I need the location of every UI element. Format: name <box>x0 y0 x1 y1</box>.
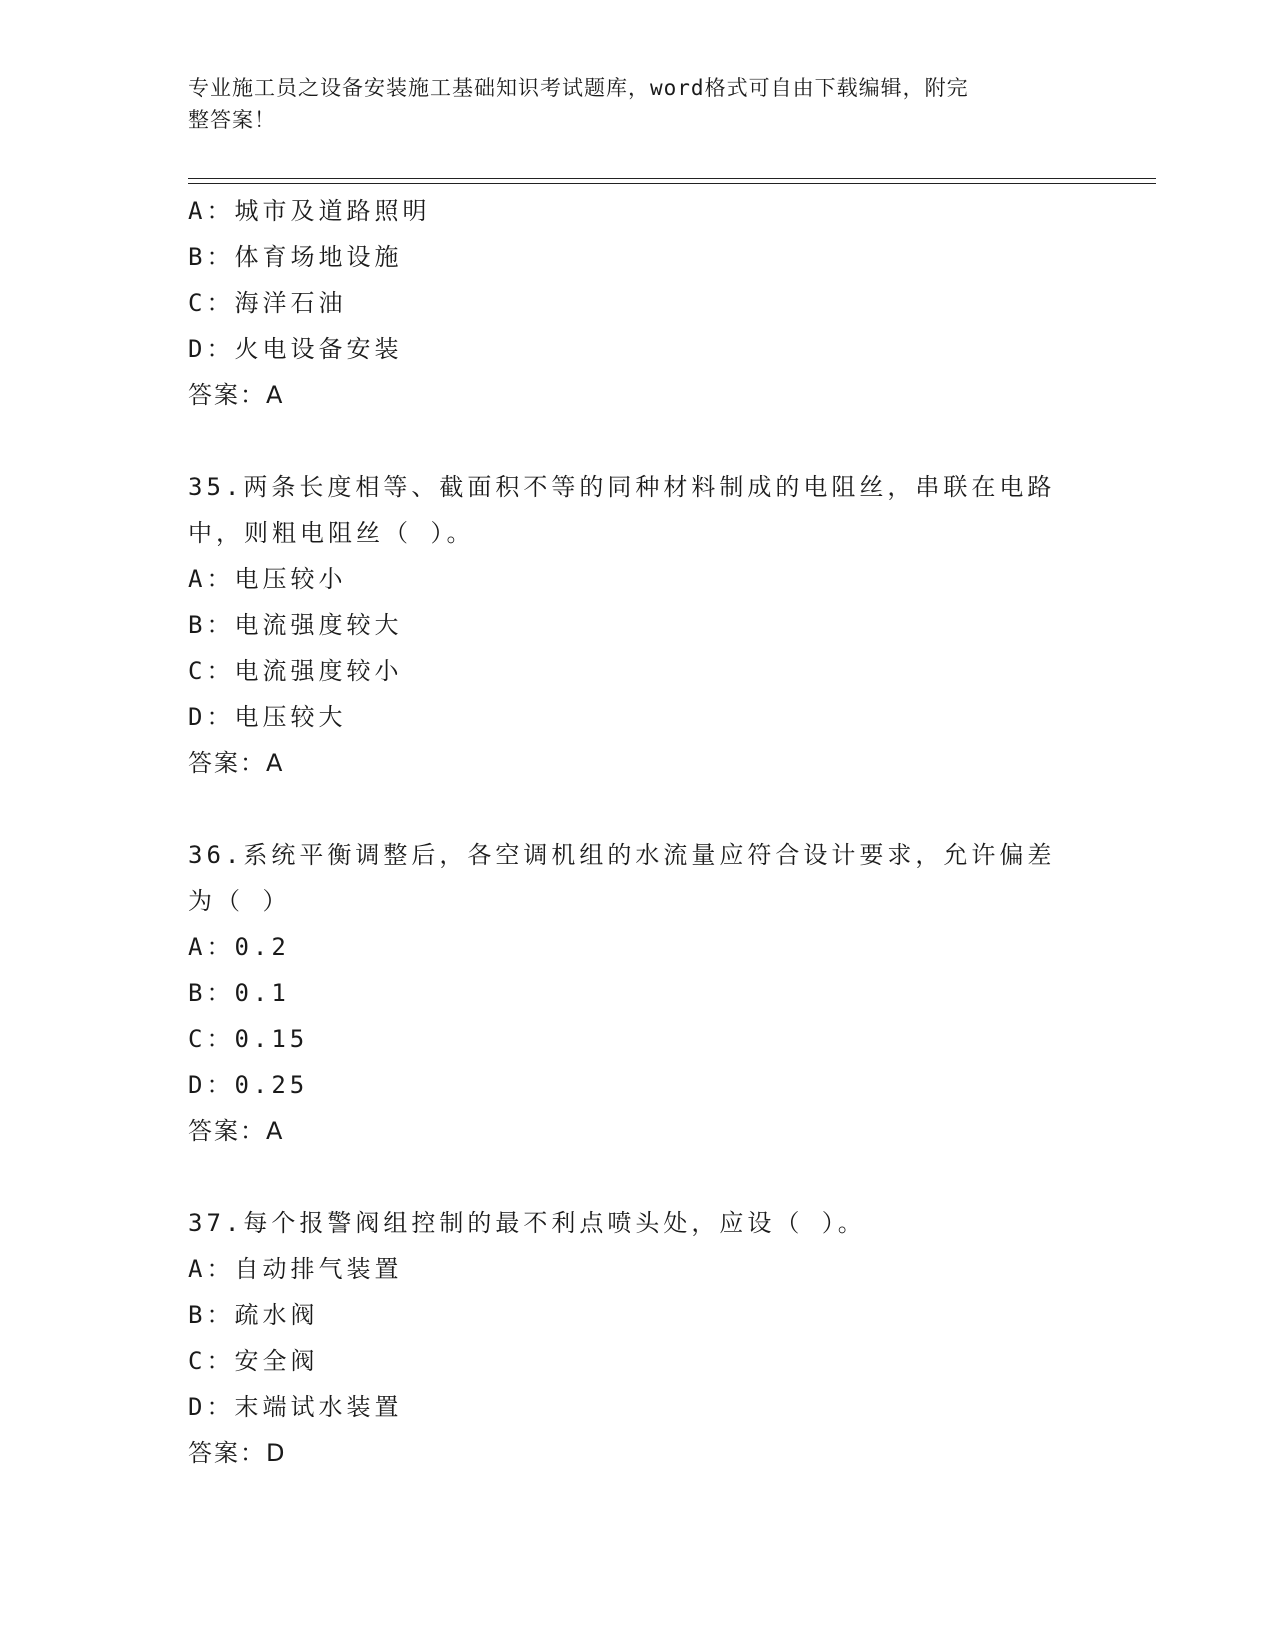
option-c <box>188 648 1088 694</box>
option-c <box>188 1338 1088 1384</box>
option-label: C： <box>188 1025 235 1053</box>
option-label: C： <box>188 289 235 317</box>
option-label: D： <box>188 703 235 731</box>
option-label: D： <box>188 1393 235 1421</box>
option-d <box>188 1062 1088 1108</box>
option-d <box>188 694 1088 740</box>
spacer <box>188 1154 1088 1200</box>
option-b <box>188 1292 1088 1338</box>
question-stem-line-1 <box>188 1200 1088 1246</box>
option-text: 0.15 <box>234 1025 309 1053</box>
question-stem-line-1 <box>188 832 1088 878</box>
option-a <box>188 188 1088 234</box>
option-label: C： <box>188 1347 235 1375</box>
option-text: 末端试水装置 <box>234 1393 403 1421</box>
option-text: 海洋石油 <box>234 289 347 317</box>
option-label: B： <box>188 611 235 639</box>
option-b <box>188 970 1088 1016</box>
header-line-2: 整答案！ <box>188 108 276 132</box>
question-text: 系统平衡调整后，各空调机组的水流量应符合设计要求，允许偏差 <box>243 841 1056 869</box>
option-text: 城市及道路照明 <box>234 197 431 225</box>
option-label: A： <box>188 197 235 225</box>
question-number: 36. <box>188 841 244 869</box>
question-number: 37. <box>188 1209 244 1237</box>
option-b <box>188 234 1088 280</box>
option-text: 0.2 <box>234 933 290 961</box>
header-divider-top <box>188 178 1156 179</box>
option-text: 疏水阀 <box>234 1301 319 1329</box>
option-text: 0.25 <box>234 1071 309 1099</box>
question-stem-line-1 <box>188 464 1088 510</box>
header-divider-bottom <box>188 183 1156 184</box>
question-stem-line-2: 中，则粗电阻丝（ ）。 <box>188 519 475 547</box>
option-label: D： <box>188 1071 235 1099</box>
option-d <box>188 1384 1088 1430</box>
option-label: D： <box>188 335 235 363</box>
option-text: 电压较小 <box>234 565 347 593</box>
spacer <box>188 786 1088 832</box>
question-block-35 <box>188 464 1088 786</box>
question-number: 35. <box>188 473 244 501</box>
option-text: 0.1 <box>234 979 290 1007</box>
option-text: 自动排气装置 <box>234 1255 403 1283</box>
header-line-1: 专业施工员之设备安装施工基础知识考试题库，word格式可自由下载编辑，附完 <box>188 76 969 100</box>
question-block-34 <box>188 188 1088 418</box>
option-a <box>188 1246 1088 1292</box>
option-a <box>188 924 1088 970</box>
answer-line: 答案：A <box>188 381 285 409</box>
option-label: B： <box>188 979 235 1007</box>
question-list <box>188 188 1088 1476</box>
option-label: A： <box>188 565 235 593</box>
option-text: 电流强度较大 <box>234 611 403 639</box>
answer-line: 答案：A <box>188 1117 285 1145</box>
option-text: 安全阀 <box>234 1347 319 1375</box>
answer-line: 答案：D <box>188 1439 287 1467</box>
question-block-37 <box>188 1200 1088 1476</box>
option-label: B： <box>188 243 235 271</box>
option-c <box>188 1016 1088 1062</box>
option-b <box>188 602 1088 648</box>
option-label: B： <box>188 1301 235 1329</box>
option-text: 体育场地设施 <box>234 243 403 271</box>
option-d <box>188 326 1088 372</box>
option-text: 电流强度较小 <box>234 657 403 685</box>
question-text: 每个报警阀组控制的最不利点喷头处，应设（ ）。 <box>243 1209 866 1237</box>
option-label: A： <box>188 1255 235 1283</box>
question-text: 两条长度相等、截面积不等的同种材料制成的电阻丝，串联在电路 <box>243 473 1056 501</box>
document-header <box>188 72 1068 136</box>
spacer <box>188 418 1088 464</box>
option-label: C： <box>188 657 235 685</box>
option-c <box>188 280 1088 326</box>
question-stem-line-2: 为（ ） <box>188 887 291 915</box>
question-block-36 <box>188 832 1088 1154</box>
option-text: 火电设备安装 <box>234 335 403 363</box>
option-text: 电压较大 <box>234 703 347 731</box>
option-label: A： <box>188 933 235 961</box>
answer-line: 答案：A <box>188 749 285 777</box>
option-a <box>188 556 1088 602</box>
